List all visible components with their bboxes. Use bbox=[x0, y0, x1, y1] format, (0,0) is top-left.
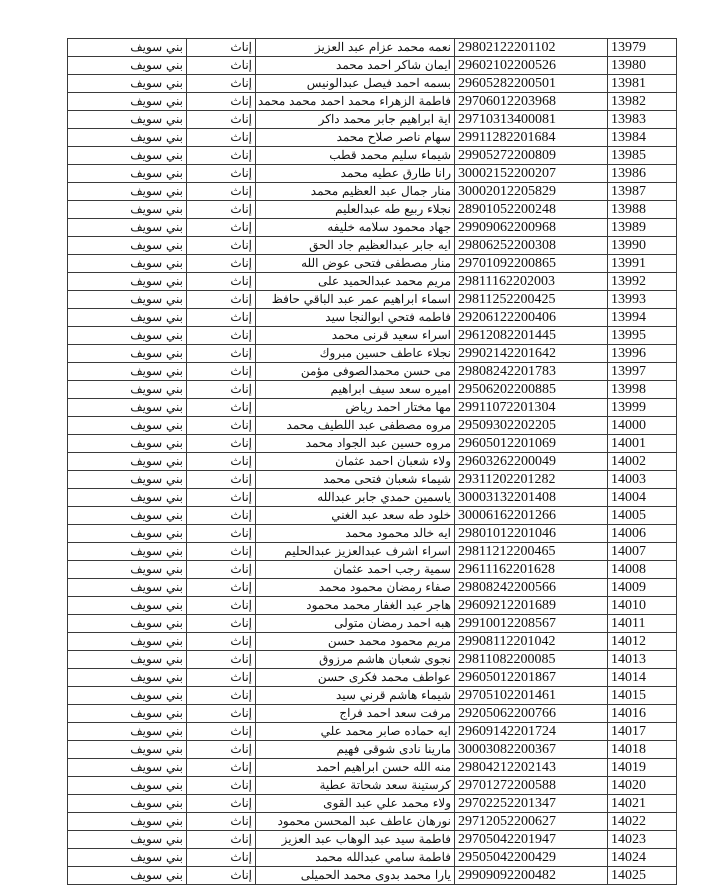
serial-number-cell: 14003 bbox=[608, 471, 677, 489]
table-row bbox=[68, 273, 677, 291]
table-row bbox=[68, 147, 677, 165]
national-id-cell: 29811082200085 bbox=[455, 651, 608, 669]
serial-number-cell: 14004 bbox=[608, 489, 677, 507]
governorate-cell: بني سويف bbox=[68, 723, 187, 741]
governorate-cell: بني سويف bbox=[68, 687, 187, 705]
table-row bbox=[68, 867, 677, 885]
national-id-cell: 29911282201684 bbox=[455, 129, 608, 147]
full-name-cell: ولاء شعبان احمد عثمان bbox=[256, 453, 455, 471]
table-row bbox=[68, 219, 677, 237]
national-id-cell: 29811212200465 bbox=[455, 543, 608, 561]
gender-cell: إناث bbox=[187, 201, 256, 219]
full-name-cell: اسماء ابراهيم عمر عبد الباقي حافظ bbox=[256, 291, 455, 309]
full-name-cell: مروه مصطفى عبد اللطيف محمد bbox=[256, 417, 455, 435]
serial-number-cell: 14010 bbox=[608, 597, 677, 615]
full-name-cell: فاطمة سيد عبد الوهاب عبد العزيز bbox=[256, 831, 455, 849]
gender-cell: إناث bbox=[187, 669, 256, 687]
table-row bbox=[68, 543, 677, 561]
gender-cell: إناث bbox=[187, 543, 256, 561]
table-row bbox=[68, 489, 677, 507]
governorate-cell: بني سويف bbox=[68, 579, 187, 597]
records-table-body bbox=[68, 39, 677, 885]
full-name-cell: مرفت سعد احمد فراج bbox=[256, 705, 455, 723]
national-id-cell: 29801012201046 bbox=[455, 525, 608, 543]
table-row bbox=[68, 561, 677, 579]
national-id-cell: 29909092200482 bbox=[455, 867, 608, 885]
governorate-cell: بني سويف bbox=[68, 795, 187, 813]
full-name-cell: مروه حسين عبد الجواد محمد bbox=[256, 435, 455, 453]
full-name-cell: فاطمه فتحي ابوالنجا سيد bbox=[256, 309, 455, 327]
table-row bbox=[68, 831, 677, 849]
table-row bbox=[68, 165, 677, 183]
governorate-cell: بني سويف bbox=[68, 273, 187, 291]
serial-number-cell: 13987 bbox=[608, 183, 677, 201]
national-id-cell: 30002012205829 bbox=[455, 183, 608, 201]
national-id-cell: 30002152200207 bbox=[455, 165, 608, 183]
governorate-cell: بني سويف bbox=[68, 741, 187, 759]
table-row bbox=[68, 75, 677, 93]
gender-cell: إناث bbox=[187, 597, 256, 615]
serial-number-cell: 14023 bbox=[608, 831, 677, 849]
full-name-cell: اية ابراهيم جابر محمد داكر bbox=[256, 111, 455, 129]
governorate-cell: بني سويف bbox=[68, 867, 187, 885]
national-id-cell: 29506202200885 bbox=[455, 381, 608, 399]
national-id-cell: 29603262200049 bbox=[455, 453, 608, 471]
national-id-cell: 30006162201266 bbox=[455, 507, 608, 525]
table-row bbox=[68, 381, 677, 399]
full-name-cell: منار جمال عبد العظيم محمد bbox=[256, 183, 455, 201]
national-id-cell: 29909062200968 bbox=[455, 219, 608, 237]
national-id-cell: 29804212202143 bbox=[455, 759, 608, 777]
governorate-cell: بني سويف bbox=[68, 813, 187, 831]
serial-number-cell: 14016 bbox=[608, 705, 677, 723]
full-name-cell: شيماء شعبان فتحى محمد bbox=[256, 471, 455, 489]
serial-number-cell: 13999 bbox=[608, 399, 677, 417]
full-name-cell: ايه حماده صابر محمد علي bbox=[256, 723, 455, 741]
full-name-cell: نجلاء ربيع طه عبدالعليم bbox=[256, 201, 455, 219]
national-id-cell: 29611162201628 bbox=[455, 561, 608, 579]
full-name-cell: نجلاء عاطف حسين مبروك bbox=[256, 345, 455, 363]
governorate-cell: بني سويف bbox=[68, 705, 187, 723]
full-name-cell: شيماء هاشم قرني سيد bbox=[256, 687, 455, 705]
governorate-cell: بني سويف bbox=[68, 93, 187, 111]
gender-cell: إناث bbox=[187, 129, 256, 147]
full-name-cell: يارا محمد بدوى محمد الحميلى bbox=[256, 867, 455, 885]
national-id-cell: 29808242200566 bbox=[455, 579, 608, 597]
serial-number-cell: 13980 bbox=[608, 57, 677, 75]
serial-number-cell: 13997 bbox=[608, 363, 677, 381]
gender-cell: إناث bbox=[187, 777, 256, 795]
gender-cell: إناث bbox=[187, 435, 256, 453]
national-id-cell: 29911072201304 bbox=[455, 399, 608, 417]
serial-number-cell: 14022 bbox=[608, 813, 677, 831]
table-row bbox=[68, 111, 677, 129]
table-row bbox=[68, 795, 677, 813]
governorate-cell: بني سويف bbox=[68, 489, 187, 507]
gender-cell: إناث bbox=[187, 255, 256, 273]
governorate-cell: بني سويف bbox=[68, 615, 187, 633]
governorate-cell: بني سويف bbox=[68, 201, 187, 219]
serial-number-cell: 13986 bbox=[608, 165, 677, 183]
gender-cell: إناث bbox=[187, 39, 256, 57]
full-name-cell: فاطمة الزهراء محمد احمد محمد محمد bbox=[256, 93, 455, 111]
gender-cell: إناث bbox=[187, 759, 256, 777]
governorate-cell: بني سويف bbox=[68, 381, 187, 399]
table-row bbox=[68, 723, 677, 741]
full-name-cell: شيماء سليم محمد قطب bbox=[256, 147, 455, 165]
gender-cell: إناث bbox=[187, 273, 256, 291]
serial-number-cell: 14021 bbox=[608, 795, 677, 813]
national-id-cell: 29806252200308 bbox=[455, 237, 608, 255]
serial-number-cell: 14001 bbox=[608, 435, 677, 453]
gender-cell: إناث bbox=[187, 327, 256, 345]
table-row bbox=[68, 453, 677, 471]
gender-cell: إناث bbox=[187, 237, 256, 255]
governorate-cell: بني سويف bbox=[68, 327, 187, 345]
table-row bbox=[68, 255, 677, 273]
gender-cell: إناث bbox=[187, 75, 256, 93]
table-row bbox=[68, 633, 677, 651]
full-name-cell: مى حسن محمدالصوفى مؤمن bbox=[256, 363, 455, 381]
table-row bbox=[68, 201, 677, 219]
governorate-cell: بني سويف bbox=[68, 363, 187, 381]
serial-number-cell: 14017 bbox=[608, 723, 677, 741]
national-id-cell: 29505042200429 bbox=[455, 849, 608, 867]
national-id-cell: 29509302202205 bbox=[455, 417, 608, 435]
gender-cell: إناث bbox=[187, 219, 256, 237]
full-name-cell: كرستينة سعد شحاتة عطية bbox=[256, 777, 455, 795]
national-id-cell: 29206122200406 bbox=[455, 309, 608, 327]
national-id-cell: 30003082200367 bbox=[455, 741, 608, 759]
full-name-cell: نورهان عاطف عبد المحسن محمود bbox=[256, 813, 455, 831]
gender-cell: إناث bbox=[187, 345, 256, 363]
serial-number-cell: 13994 bbox=[608, 309, 677, 327]
national-id-cell: 29609142201724 bbox=[455, 723, 608, 741]
governorate-cell: بني سويف bbox=[68, 543, 187, 561]
table-row bbox=[68, 399, 677, 417]
full-name-cell: مها مختار احمد رياض bbox=[256, 399, 455, 417]
table-row bbox=[68, 651, 677, 669]
governorate-cell: بني سويف bbox=[68, 759, 187, 777]
governorate-cell: بني سويف bbox=[68, 777, 187, 795]
full-name-cell: عواطف محمد فكرى حسن bbox=[256, 669, 455, 687]
national-id-cell: 29706012203968 bbox=[455, 93, 608, 111]
governorate-cell: بني سويف bbox=[68, 597, 187, 615]
serial-number-cell: 14006 bbox=[608, 525, 677, 543]
national-id-cell: 29701092200865 bbox=[455, 255, 608, 273]
table-row bbox=[68, 471, 677, 489]
national-id-cell: 29710313400081 bbox=[455, 111, 608, 129]
full-name-cell: نجوى شعبان هاشم مرزوق bbox=[256, 651, 455, 669]
serial-number-cell: 13989 bbox=[608, 219, 677, 237]
serial-number-cell: 13996 bbox=[608, 345, 677, 363]
governorate-cell: بني سويف bbox=[68, 651, 187, 669]
national-id-cell: 28901052200248 bbox=[455, 201, 608, 219]
table-row bbox=[68, 741, 677, 759]
gender-cell: إناث bbox=[187, 651, 256, 669]
national-id-cell: 29705042201947 bbox=[455, 831, 608, 849]
national-id-cell: 29205062200766 bbox=[455, 705, 608, 723]
full-name-cell: منار مصطفى فتحى عوض الله bbox=[256, 255, 455, 273]
full-name-cell: جهاد محمود سلامه خليفه bbox=[256, 219, 455, 237]
governorate-cell: بني سويف bbox=[68, 435, 187, 453]
national-id-cell: 29702252201347 bbox=[455, 795, 608, 813]
table-row bbox=[68, 579, 677, 597]
gender-cell: إناث bbox=[187, 633, 256, 651]
gender-cell: إناث bbox=[187, 93, 256, 111]
table-row bbox=[68, 615, 677, 633]
serial-number-cell: 13983 bbox=[608, 111, 677, 129]
table-row bbox=[68, 525, 677, 543]
national-id-cell: 29605282200501 bbox=[455, 75, 608, 93]
full-name-cell: اميره سعد سيف ابراهيم bbox=[256, 381, 455, 399]
serial-number-cell: 13992 bbox=[608, 273, 677, 291]
governorate-cell: بني سويف bbox=[68, 219, 187, 237]
full-name-cell: بسمه احمد فيصل عبدالونيس bbox=[256, 75, 455, 93]
table-row bbox=[68, 39, 677, 57]
table-row bbox=[68, 777, 677, 795]
gender-cell: إناث bbox=[187, 813, 256, 831]
national-id-cell: 29910012208567 bbox=[455, 615, 608, 633]
national-id-cell: 29705102201461 bbox=[455, 687, 608, 705]
gender-cell: إناث bbox=[187, 795, 256, 813]
governorate-cell: بني سويف bbox=[68, 471, 187, 489]
serial-number-cell: 14020 bbox=[608, 777, 677, 795]
gender-cell: إناث bbox=[187, 489, 256, 507]
governorate-cell: بني سويف bbox=[68, 57, 187, 75]
serial-number-cell: 13995 bbox=[608, 327, 677, 345]
governorate-cell: بني سويف bbox=[68, 453, 187, 471]
full-name-cell: فاطمة سامي عبدالله محمد bbox=[256, 849, 455, 867]
full-name-cell: ايه جابر عبدالعظيم جاد الحق bbox=[256, 237, 455, 255]
table-row bbox=[68, 237, 677, 255]
governorate-cell: بني سويف bbox=[68, 129, 187, 147]
gender-cell: إناث bbox=[187, 57, 256, 75]
serial-number-cell: 14007 bbox=[608, 543, 677, 561]
table-row bbox=[68, 183, 677, 201]
serial-number-cell: 14024 bbox=[608, 849, 677, 867]
full-name-cell: سهام ناصر صلاح محمد bbox=[256, 129, 455, 147]
gender-cell: إناث bbox=[187, 291, 256, 309]
table-row bbox=[68, 57, 677, 75]
governorate-cell: بني سويف bbox=[68, 237, 187, 255]
serial-number-cell: 13979 bbox=[608, 39, 677, 57]
serial-number-cell: 13985 bbox=[608, 147, 677, 165]
table-row bbox=[68, 435, 677, 453]
governorate-cell: بني سويف bbox=[68, 831, 187, 849]
gender-cell: إناث bbox=[187, 111, 256, 129]
gender-cell: إناث bbox=[187, 867, 256, 885]
gender-cell: إناث bbox=[187, 561, 256, 579]
full-name-cell: هاجر عبد الغفار محمد محمود bbox=[256, 597, 455, 615]
full-name-cell: مريم محمد عبدالحميد على bbox=[256, 273, 455, 291]
serial-number-cell: 14008 bbox=[608, 561, 677, 579]
serial-number-cell: 13982 bbox=[608, 93, 677, 111]
gender-cell: إناث bbox=[187, 687, 256, 705]
table-row bbox=[68, 417, 677, 435]
national-id-cell: 29605012201867 bbox=[455, 669, 608, 687]
national-id-cell: 29609212201689 bbox=[455, 597, 608, 615]
serial-number-cell: 13988 bbox=[608, 201, 677, 219]
governorate-cell: بني سويف bbox=[68, 183, 187, 201]
national-id-cell: 29311202201282 bbox=[455, 471, 608, 489]
governorate-cell: بني سويف bbox=[68, 633, 187, 651]
full-name-cell: هبه احمد رمضان متولى bbox=[256, 615, 455, 633]
governorate-cell: بني سويف bbox=[68, 345, 187, 363]
gender-cell: إناث bbox=[187, 741, 256, 759]
governorate-cell: بني سويف bbox=[68, 561, 187, 579]
serial-number-cell: 13981 bbox=[608, 75, 677, 93]
serial-number-cell: 14005 bbox=[608, 507, 677, 525]
table-row bbox=[68, 309, 677, 327]
serial-number-cell: 14019 bbox=[608, 759, 677, 777]
serial-number-cell: 14015 bbox=[608, 687, 677, 705]
national-id-cell: 29802122201102 bbox=[455, 39, 608, 57]
gender-cell: إناث bbox=[187, 183, 256, 201]
serial-number-cell: 13984 bbox=[608, 129, 677, 147]
full-name-cell: ايه خالد محمود محمد bbox=[256, 525, 455, 543]
full-name-cell: ايمان شاكر احمد محمد bbox=[256, 57, 455, 75]
table-row bbox=[68, 345, 677, 363]
governorate-cell: بني سويف bbox=[68, 39, 187, 57]
governorate-cell: بني سويف bbox=[68, 147, 187, 165]
full-name-cell: منه الله حسن ابراهيم احمد bbox=[256, 759, 455, 777]
serial-number-cell: 13998 bbox=[608, 381, 677, 399]
serial-number-cell: 14002 bbox=[608, 453, 677, 471]
gender-cell: إناث bbox=[187, 363, 256, 381]
serial-number-cell: 14009 bbox=[608, 579, 677, 597]
gender-cell: إناث bbox=[187, 417, 256, 435]
table-row bbox=[68, 93, 677, 111]
table-row bbox=[68, 597, 677, 615]
full-name-cell: ياسمين حمدي جابر عبدالله bbox=[256, 489, 455, 507]
full-name-cell: مريم محمود محمد حسن bbox=[256, 633, 455, 651]
gender-cell: إناث bbox=[187, 849, 256, 867]
national-id-cell: 29612082201445 bbox=[455, 327, 608, 345]
national-id-cell: 29811252200425 bbox=[455, 291, 608, 309]
national-id-cell: 29908112201042 bbox=[455, 633, 608, 651]
governorate-cell: بني سويف bbox=[68, 165, 187, 183]
gender-cell: إناث bbox=[187, 507, 256, 525]
full-name-cell: نعمه محمد عزام عبد العزيز bbox=[256, 39, 455, 57]
governorate-cell: بني سويف bbox=[68, 291, 187, 309]
full-name-cell: صفاء رمضان محمود محمد bbox=[256, 579, 455, 597]
serial-number-cell: 14014 bbox=[608, 669, 677, 687]
gender-cell: إناث bbox=[187, 165, 256, 183]
gender-cell: إناث bbox=[187, 309, 256, 327]
full-name-cell: اسراء سعيد قرنى محمد bbox=[256, 327, 455, 345]
gender-cell: إناث bbox=[187, 831, 256, 849]
gender-cell: إناث bbox=[187, 471, 256, 489]
full-name-cell: اسراء اشرف عبدالعزيز عبدالحليم bbox=[256, 543, 455, 561]
table-row bbox=[68, 687, 677, 705]
national-id-cell: 29602102200526 bbox=[455, 57, 608, 75]
serial-number-cell: 13993 bbox=[608, 291, 677, 309]
national-id-cell: 29605012201069 bbox=[455, 435, 608, 453]
table-row bbox=[68, 363, 677, 381]
full-name-cell: مارينا نادى شوقى فهيم bbox=[256, 741, 455, 759]
national-id-cell: 29712052200627 bbox=[455, 813, 608, 831]
governorate-cell: بني سويف bbox=[68, 849, 187, 867]
national-id-cell: 30003132201408 bbox=[455, 489, 608, 507]
governorate-cell: بني سويف bbox=[68, 255, 187, 273]
governorate-cell: بني سويف bbox=[68, 507, 187, 525]
national-id-cell: 29701272200588 bbox=[455, 777, 608, 795]
full-name-cell: سمية رجب احمد عثمان bbox=[256, 561, 455, 579]
table-row bbox=[68, 669, 677, 687]
governorate-cell: بني سويف bbox=[68, 309, 187, 327]
table-row bbox=[68, 849, 677, 867]
serial-number-cell: 14013 bbox=[608, 651, 677, 669]
table-row bbox=[68, 291, 677, 309]
gender-cell: إناث bbox=[187, 615, 256, 633]
serial-number-cell: 14011 bbox=[608, 615, 677, 633]
table-row bbox=[68, 507, 677, 525]
full-name-cell: ولاء محمد علي عبد القوى bbox=[256, 795, 455, 813]
governorate-cell: بني سويف bbox=[68, 399, 187, 417]
table-row bbox=[68, 759, 677, 777]
serial-number-cell: 14012 bbox=[608, 633, 677, 651]
national-id-cell: 29808242201783 bbox=[455, 363, 608, 381]
table-row bbox=[68, 813, 677, 831]
full-name-cell: خلود طه سعد عبد الغني bbox=[256, 507, 455, 525]
gender-cell: إناث bbox=[187, 525, 256, 543]
serial-number-cell: 13990 bbox=[608, 237, 677, 255]
records-table bbox=[67, 38, 677, 885]
gender-cell: إناث bbox=[187, 147, 256, 165]
table-row bbox=[68, 327, 677, 345]
gender-cell: إناث bbox=[187, 399, 256, 417]
gender-cell: إناث bbox=[187, 723, 256, 741]
gender-cell: إناث bbox=[187, 705, 256, 723]
full-name-cell: رانا طارق عطيه محمد bbox=[256, 165, 455, 183]
serial-number-cell: 14025 bbox=[608, 867, 677, 885]
serial-number-cell: 13991 bbox=[608, 255, 677, 273]
national-id-cell: 29902142201642 bbox=[455, 345, 608, 363]
governorate-cell: بني سويف bbox=[68, 525, 187, 543]
governorate-cell: بني سويف bbox=[68, 111, 187, 129]
table-row bbox=[68, 129, 677, 147]
gender-cell: إناث bbox=[187, 579, 256, 597]
governorate-cell: بني سويف bbox=[68, 417, 187, 435]
serial-number-cell: 14000 bbox=[608, 417, 677, 435]
national-id-cell: 29811162202003 bbox=[455, 273, 608, 291]
national-id-cell: 29905272200809 bbox=[455, 147, 608, 165]
gender-cell: إناث bbox=[187, 453, 256, 471]
governorate-cell: بني سويف bbox=[68, 669, 187, 687]
gender-cell: إناث bbox=[187, 381, 256, 399]
serial-number-cell: 14018 bbox=[608, 741, 677, 759]
governorate-cell: بني سويف bbox=[68, 75, 187, 93]
table-row bbox=[68, 705, 677, 723]
